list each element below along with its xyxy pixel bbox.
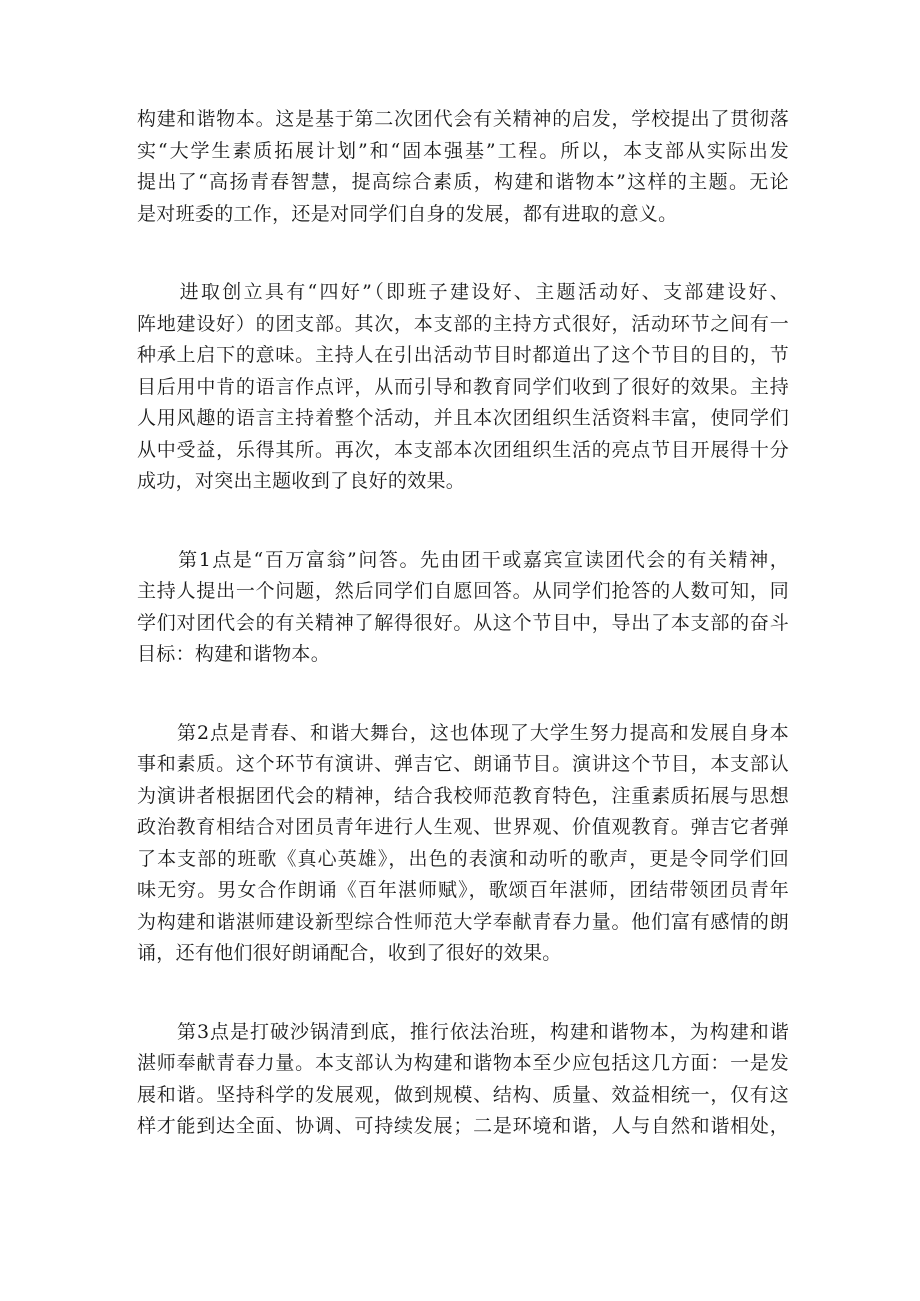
text-line: 事和素质。这个环节有演讲、弹吉它、朗诵节目。演讲这个节目，本支部认 bbox=[137, 753, 789, 775]
text-line: 味无穷。男女合作朗诵《百年湛师赋》，歌颂百年湛师，团结带领团员青年 bbox=[137, 879, 789, 901]
text-line: 了本支部的班歌《真心英雄》，出色的表演和动听的歌声，更是令同学们回 bbox=[137, 847, 789, 870]
text-line: 样才能到达全面、协调、可持续发展；二是环境和谐，人与自然和谐相处， bbox=[137, 1115, 789, 1137]
document-body bbox=[137, 104, 789, 1143]
text-line: 为构建和谐湛师建设新型综合性师范大学奉献青春力量。他们富有感情的朗 bbox=[137, 910, 789, 933]
text-line: 是对班委的工作，还是对同学们自身的发展，都有进取的意义。 bbox=[137, 202, 678, 225]
text-line: 阵地建设好）的团支部。其次，本支部的主持方式很好，活动环节之间有一 bbox=[137, 312, 789, 335]
paragraph-2 bbox=[137, 277, 789, 498]
text-line: 种承上启下的意味。主持人在引出活动节目时都道出了这个节目的目的，节 bbox=[137, 344, 789, 366]
paragraph-gap bbox=[137, 230, 789, 277]
text-line: 主持人提出一个问题，然后同学们自愿回答。从同学们抢答的人数可知，同 bbox=[137, 580, 789, 602]
text-line: 第3点是打破沙锅清到底，推行依法治班，构建和谐物本，为构建和谐 bbox=[137, 1020, 789, 1043]
text-line: 第1点是“百万富翁”问答。先由团干或嘉宾宣读团代会的有关精神， bbox=[137, 548, 789, 571]
text-line: 为演讲者根据团代会的精神，结合我校师范教育特色，注重素质拓展与思想 bbox=[137, 784, 789, 807]
text-line: 实“大学生素质拓展计划”和“固本强基”工程。所以，本支部从实际出发 bbox=[137, 139, 789, 162]
text-line: 成功，对突出主题收到了良好的效果。 bbox=[137, 470, 466, 492]
paragraph-gap bbox=[137, 970, 789, 1017]
text-line: 学们对团代会的有关精神了解得很好。从这个节目中，导出了本支部的奋斗 bbox=[137, 611, 789, 634]
paragraph-gap bbox=[137, 498, 789, 545]
paragraph-1 bbox=[137, 104, 789, 230]
text-line: 目标：构建和谐物本。 bbox=[137, 643, 331, 665]
text-line: 政治教育相结合对团员青年进行人生观、世界观、价值观教育。弹吉它者弹 bbox=[137, 816, 789, 838]
paragraph-3 bbox=[137, 545, 789, 671]
text-line: 从中受益，乐得其所。再次，本支部本次团组织生活的亮点节目开展得十分 bbox=[137, 438, 789, 461]
text-line: 进取创立具有“四好”（即班子建设好、主题活动好、支部建设好、 bbox=[137, 281, 789, 303]
text-line: 湛师奉献青春力量。本支部认为构建和谐物本至少应包括这几方面：一是发 bbox=[137, 1052, 789, 1074]
paragraph-5 bbox=[137, 1017, 789, 1143]
text-line: 第2点是青春、和谐大舞台，这也体现了大学生努力提高和发展自身本 bbox=[137, 721, 789, 744]
text-line: 展和谐。坚持科学的发展观，做到规模、结构、质量、效益相统一，仅有这 bbox=[137, 1083, 789, 1106]
text-line: 人用风趣的语言主持着整个活动，并且本次团组织生活资料丰富，使同学们 bbox=[137, 407, 789, 429]
text-line: 提出了“高扬青春智慧，提高综合素质，构建和谐物本”这样的主题。无论 bbox=[137, 171, 789, 193]
paragraph-gap bbox=[137, 671, 789, 718]
text-line: 诵，还有他们很好朗诵配合，收到了很好的效果。 bbox=[137, 942, 562, 964]
text-line: 目后用中肯的语言作点评，从而引导和教育同学们收到了很好的效果。主持 bbox=[137, 375, 789, 398]
text-line: 构建和谐物本。这是基于第二次团代会有关精神的启发，学校提出了贯彻落 bbox=[137, 108, 789, 130]
paragraph-4 bbox=[137, 718, 789, 970]
